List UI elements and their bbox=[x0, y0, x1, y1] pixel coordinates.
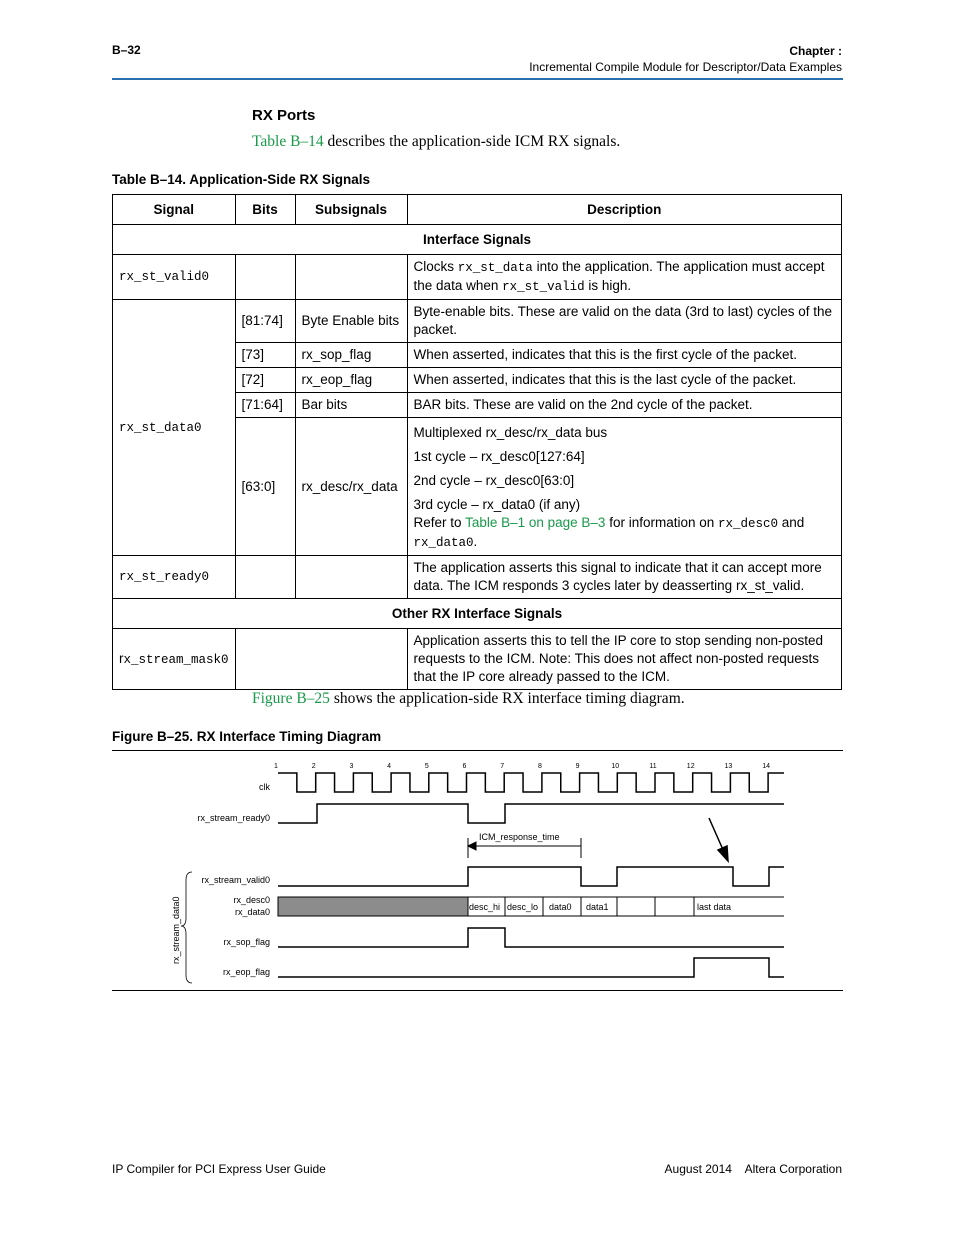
table-link[interactable]: Table B–14 bbox=[252, 133, 324, 150]
bits-cell: [63:0] bbox=[235, 418, 295, 556]
bus-label: data1 bbox=[586, 902, 609, 912]
table-caption: Table B–14. Application-Side RX Signals bbox=[112, 172, 371, 187]
group-brace bbox=[181, 872, 192, 983]
bits-cell: [73] bbox=[235, 343, 295, 368]
figure-link[interactable]: Figure B–25 bbox=[252, 690, 330, 707]
cycle-number: 5 bbox=[424, 763, 429, 770]
description-cell: When asserted, indicates that this is the last cycle of the packet. bbox=[407, 368, 841, 393]
icm-response-label: ICM_response_time bbox=[479, 832, 560, 842]
signal-cell: rx_st_data0 bbox=[113, 300, 236, 556]
arrow-icon bbox=[709, 818, 728, 861]
description-cell: Clocks rx_st_data into the application. The application must accept the data when rx_st_valid is high. bbox=[407, 255, 841, 300]
chapter-label: Chapter : bbox=[789, 44, 842, 58]
cycle-number: 9 bbox=[575, 763, 580, 770]
signal-cell: rx_st_ready0 bbox=[113, 556, 236, 599]
group-label: rx_stream_data0 bbox=[171, 896, 181, 964]
cycle-number: 2 bbox=[311, 763, 316, 770]
description-cell: BAR bits. These are valid on the 2nd cycle of the packet. bbox=[407, 393, 841, 418]
cycle-number: 12 bbox=[686, 763, 695, 770]
eop-waveform bbox=[278, 958, 784, 977]
sop-waveform bbox=[278, 928, 784, 947]
signal-cell: rx_st_valid0 bbox=[113, 255, 236, 300]
bus-label: desc_lo bbox=[507, 902, 539, 912]
figure-bottom-rule bbox=[112, 990, 843, 991]
description-cell: Application asserts this to tell the IP core to stop sending non-posted requests to the ICM. Note: This does not affect non-posted requests that the IP core already passed to the ICM. bbox=[407, 629, 841, 690]
col-header-subsignals: Subsignals bbox=[295, 195, 407, 225]
cycle-number: 7 bbox=[500, 763, 505, 770]
subsignal-cell: rx_sop_flag bbox=[295, 343, 407, 368]
bus-label: desc_hi bbox=[469, 902, 501, 912]
intro-text: describes the application-side ICM RX signals. bbox=[323, 133, 621, 150]
desc-label: rx_desc0 bbox=[233, 895, 270, 905]
ready-label: rx_stream_ready0 bbox=[197, 813, 270, 823]
data-label: rx_data0 bbox=[234, 907, 270, 917]
clk-waveform bbox=[278, 773, 784, 792]
cycle-number: 13 bbox=[724, 763, 733, 770]
cycle-number: 14 bbox=[762, 763, 770, 770]
group-interface-signals: Interface Signals bbox=[113, 225, 842, 255]
cycle-number: 6 bbox=[462, 763, 467, 770]
chapter-title: Incremental Compile Module for Descriptor/Data Examples bbox=[529, 60, 842, 74]
description-cell: Byte-enable bits. These are valid on the data (3rd to last) cycles of the packet. bbox=[407, 300, 841, 343]
page-number: B–32 bbox=[112, 43, 141, 57]
description-cell: The application asserts this signal to indicate that it can accept more data. The ICM responds 3 cycles later by deasserting rx_st_valid. bbox=[407, 556, 841, 599]
group-other-signals: Other RX Interface Signals bbox=[113, 599, 842, 629]
bits-cell: [81:74] bbox=[235, 300, 295, 343]
section-title: RX Ports bbox=[252, 107, 316, 124]
figure-caption: Figure B–25. RX Interface Timing Diagram bbox=[112, 729, 382, 744]
cycle-number: 8 bbox=[537, 763, 542, 770]
cycle-number: 4 bbox=[387, 763, 392, 770]
subsignal-cell: Bar bits bbox=[295, 393, 407, 418]
description-cell: When asserted, indicates that this is the first cycle of the packet. bbox=[407, 343, 841, 368]
cycle-number: 10 bbox=[611, 763, 620, 770]
signal-cell: rx_stream_mask0 bbox=[113, 629, 236, 690]
col-header-description: Description bbox=[407, 195, 841, 225]
description-cell: Multiplexed rx_desc/rx_data bus 1st cycle – rx_desc0[127:64] 2nd cycle – rx_desc0[63:0] 3rd cycle – rx_data0 (if any) Refer to Table B–1 on page B–3 for information on rx_desc0 and rx_data0. bbox=[407, 418, 841, 556]
figure-intro: Figure B–25 shows the application-side RX interface timing diagram. bbox=[252, 690, 685, 707]
col-header-signal: Signal bbox=[113, 195, 236, 225]
cycle-number: 11 bbox=[649, 763, 657, 770]
subsignal-cell: rx_eop_flag bbox=[295, 368, 407, 393]
bus-idle-region bbox=[278, 897, 468, 916]
bus-label: last data bbox=[697, 902, 732, 912]
cycle-number: 1 bbox=[274, 763, 278, 770]
eop-label: rx_eop_flag bbox=[222, 967, 270, 977]
subsignal-cell: rx_desc/rx_data bbox=[295, 418, 407, 556]
bits-cell: [71:64] bbox=[235, 393, 295, 418]
footer-right: August 2014 Altera Corporation bbox=[664, 1162, 842, 1176]
col-header-bits: Bits bbox=[235, 195, 295, 225]
clk-label: clk bbox=[259, 782, 270, 792]
cycle-number: 3 bbox=[349, 763, 354, 770]
ready-waveform bbox=[278, 804, 784, 823]
valid-label: rx_stream_valid0 bbox=[201, 875, 270, 885]
subsignal-cell: Byte Enable bits bbox=[295, 300, 407, 343]
valid-waveform bbox=[278, 867, 784, 886]
table-b1-link[interactable]: Table B–1 on page B–3 bbox=[465, 515, 606, 530]
bus-label: data0 bbox=[549, 902, 572, 912]
bits-cell: [72] bbox=[235, 368, 295, 393]
footer-left: IP Compiler for PCI Express User Guide bbox=[112, 1162, 326, 1176]
sop-label: rx_sop_flag bbox=[223, 937, 270, 947]
